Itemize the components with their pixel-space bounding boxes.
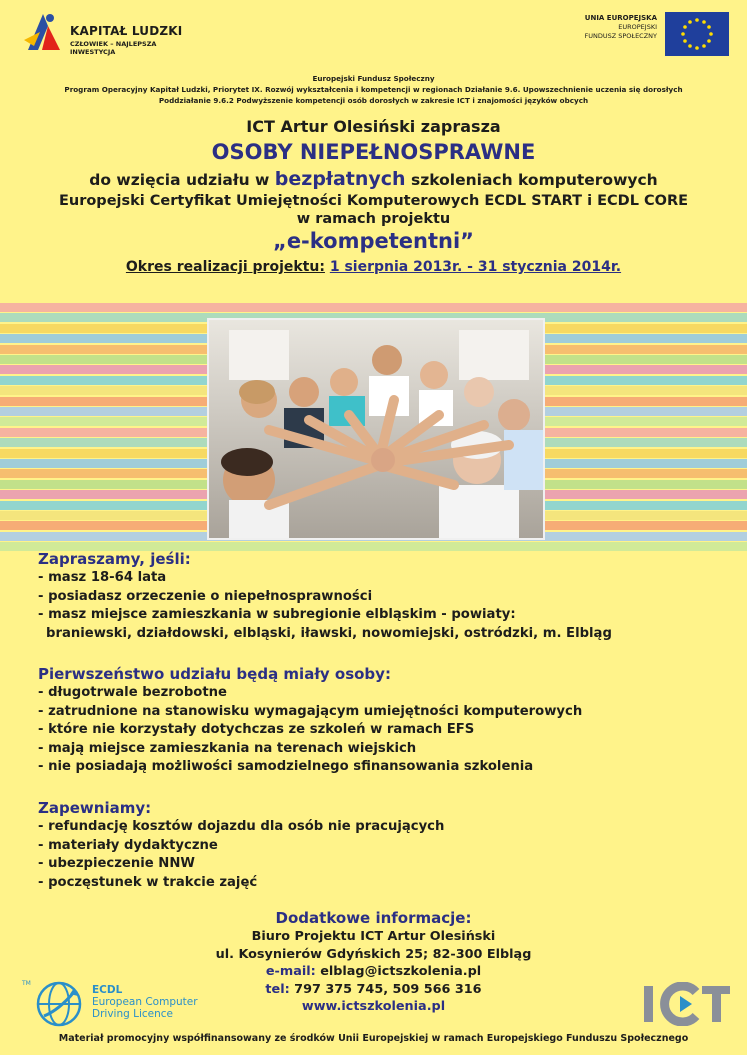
ict-logo-icon	[640, 982, 732, 1026]
audience-title: OSOBY NIEPEŁNOSPRAWNE	[211, 140, 536, 164]
provide-item: - ubezpieczenie NNW	[38, 856, 195, 871]
provide-item: - materiały dydaktyczne	[38, 837, 218, 853]
headline	[0, 117, 747, 275]
program-line2: Program Operacyjny Kapitał Ludzki, Priorytet IX. Rozwój wykształcenia i kompetencji w regionach Działanie 9.6. Upowszechnienie uczenia się dorosłych	[64, 85, 683, 94]
ecdl-tm: TM	[22, 980, 31, 987]
eu-logo-line2: EUROPEJSKI	[618, 23, 657, 31]
eu-logo	[549, 12, 729, 60]
section-invite	[38, 550, 612, 643]
eu-logo-line3: FUNDUSZ SPOŁECZNY	[584, 32, 657, 40]
project-name: „e-kompetentni”	[273, 229, 474, 253]
priority-item: - które nie korzystały dotychczas ze szkoleń w ramach EFS	[38, 722, 475, 737]
program-line3: Poddziałanie 9.6.2 Podwyższenie kompetencji osób dorosłych w zakresie ICT i znajomości języków obcych	[158, 96, 589, 105]
eu-flag-icon	[665, 12, 729, 56]
email-label: e-mail:	[265, 964, 321, 979]
provide-item: - refundację kosztów dojazdu dla osób nie pracujących	[38, 819, 445, 834]
section-provide	[38, 799, 444, 892]
ecdl-logo	[22, 978, 222, 1028]
email-link[interactable]: elblag@ictszkolenia.pl	[320, 964, 482, 979]
kapital-ludzki-subtitle: CZŁOWIEK – NAJLEPSZA INWESTYCJA	[70, 40, 157, 56]
period-dates: 1 sierpnia 2013r. - 31 stycznia 2014r.	[329, 259, 622, 275]
invite-item: - posiadasz orzeczenie o niepełnosprawności	[38, 588, 373, 604]
contact-address: ul. Kosynierów Gdyńskich 25; 82-300 Elbląg	[215, 946, 532, 962]
tel-label: tel:	[265, 981, 295, 997]
section-invite-title: Zapraszamy, jeśli:	[38, 550, 191, 568]
contact-title: Dodatkowe informacje:	[275, 909, 472, 927]
priority-item: - długotrwale bezrobotne	[38, 685, 227, 700]
kapital-ludzki-title: KAPITAŁ LUDZKI	[70, 24, 183, 38]
ecdl-line3: Driving Licence	[92, 1008, 173, 1020]
section-provide-title: Zapewniamy:	[38, 799, 152, 817]
program-description	[0, 73, 747, 106]
priority-item: - mają miejsce zamieszkania na terenach wiejskich	[38, 740, 417, 756]
invite-item: braniewski, działdowski, elbląski, iławski, nowomiejski, ostródzki, m. Elbląg	[46, 625, 612, 641]
invite-item: - masz 18-64 lata	[38, 570, 167, 585]
kapital-ludzki-logo	[20, 10, 200, 58]
ecdl-text	[92, 984, 198, 1020]
priority-item: - nie posiadają możliwości samodzielnego sfinansowania szkolenia	[38, 759, 534, 774]
group-hands-photo	[207, 318, 545, 540]
period-label: Okres realizacji projektu:	[125, 259, 325, 275]
contact-office: Biuro Projektu ICT Artur Olesiński	[251, 929, 496, 944]
footer-note: Materiał promocyjny współfinansowany ze środków Unii Europejskiej w ramach Europejskiego Funduszu Społecznego	[58, 1033, 689, 1044]
eu-logo-text	[584, 14, 657, 41]
free-highlight: bezpłatnych	[274, 168, 406, 190]
training-line-pre: do wzięcia udziału w	[89, 171, 275, 189]
tel-numbers: 797 375 745, 509 566 316	[294, 981, 482, 997]
ict-logo	[640, 982, 732, 1026]
group-hands-photo-icon	[209, 320, 543, 538]
invite-item: - masz miejsce zamieszkania w subregionie elbląskim - powiaty:	[38, 607, 516, 622]
priority-item: - zatrudnione na stanowisku wymagającym umiejętności komputerowych	[38, 703, 583, 719]
organizer-line: ICT Artur Olesiński zaprasza	[246, 117, 501, 136]
ecdl-line2: European Computer	[92, 996, 198, 1008]
project-period	[0, 259, 747, 275]
ecdl-globe-icon	[34, 980, 84, 1028]
project-intro-line: w ramach projektu	[296, 211, 451, 227]
ecdl-line1: ECDL	[92, 984, 123, 996]
training-line	[0, 168, 747, 190]
eu-logo-line1: UNIA EUROPEJSKA	[584, 14, 657, 22]
training-line-post: szkoleniach komputerowych	[405, 171, 658, 189]
color-stripe	[0, 303, 747, 312]
section-priority	[38, 665, 582, 777]
provide-item: - poczęstunek w trakcie zajęć	[38, 874, 258, 890]
program-line1: Europejski Fundusz Społeczny	[312, 74, 435, 83]
section-priority-title: Pierwszeństwo udziału będą miały osoby:	[38, 665, 391, 683]
website-link[interactable]: www.ictszkolenia.pl	[301, 999, 446, 1014]
certificate-line: Europejski Certyfikat Umiejętności Komputerowych ECDL START i ECDL CORE	[58, 193, 689, 209]
kapital-ludzki-logo-icon	[20, 10, 66, 56]
